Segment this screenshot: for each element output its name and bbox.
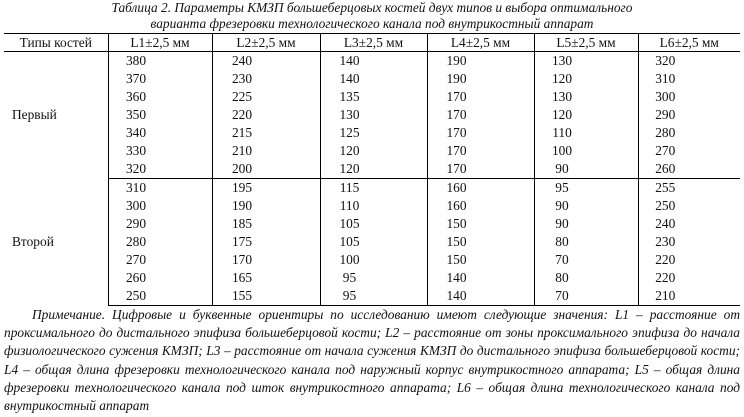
value-cell-l1: 290 bbox=[108, 215, 212, 233]
value-cell-l6: 250 bbox=[638, 197, 740, 215]
value-cell-l2: 215 bbox=[212, 124, 320, 142]
value-cell-l2: 195 bbox=[212, 179, 320, 198]
value-cell-l2: 185 bbox=[212, 215, 320, 233]
value-cell-l5: 90 bbox=[534, 197, 638, 215]
value-cell-l3: 100 bbox=[320, 251, 427, 269]
value-cell-l3: 105 bbox=[320, 215, 427, 233]
value-cell-l2: 190 bbox=[212, 197, 320, 215]
caption-line-2: варианта фрезеровки технологического канала под внутрикостный аппарат bbox=[150, 16, 594, 31]
header-l6: L6±2,5 мм bbox=[638, 34, 740, 52]
value-cell-l4: 160 bbox=[427, 179, 534, 198]
table-row bbox=[4, 269, 740, 287]
header-l3: L3±2,5 мм bbox=[320, 34, 427, 52]
value-cell-l1: 330 bbox=[108, 142, 212, 160]
value-cell-l3: 110 bbox=[320, 197, 427, 215]
value-cell-l4: 170 bbox=[427, 160, 534, 179]
value-cell-l2: 175 bbox=[212, 233, 320, 251]
value-cell-l2: 200 bbox=[212, 160, 320, 179]
value-cell-l4: 190 bbox=[427, 70, 534, 88]
value-cell-l3: 120 bbox=[320, 142, 427, 160]
value-cell-l3: 130 bbox=[320, 106, 427, 124]
table-row bbox=[4, 124, 740, 142]
value-cell-l4: 170 bbox=[427, 142, 534, 160]
header-l1: L1±2,5 мм bbox=[108, 34, 212, 52]
table-caption bbox=[0, 0, 744, 32]
value-cell-l6: 255 bbox=[638, 179, 740, 198]
value-cell-l3: 115 bbox=[320, 179, 427, 198]
value-cell-l3: 125 bbox=[320, 124, 427, 142]
bone-type-cell: Первый bbox=[12, 107, 57, 123]
header-l4: L4±2,5 мм bbox=[427, 34, 534, 52]
value-cell-l5: 130 bbox=[534, 88, 638, 106]
value-cell-l1: 370 bbox=[108, 70, 212, 88]
header-l2: L2±2,5 мм bbox=[212, 34, 320, 52]
value-cell-l1: 360 bbox=[108, 88, 212, 106]
value-cell-l3: 120 bbox=[320, 160, 427, 179]
value-cell-l4: 150 bbox=[427, 215, 534, 233]
table-row bbox=[4, 251, 740, 269]
value-cell-l5: 95 bbox=[534, 179, 638, 198]
value-cell-l1: 270 bbox=[108, 251, 212, 269]
value-cell-l3: 140 bbox=[320, 52, 427, 71]
value-cell-l1: 280 bbox=[108, 233, 212, 251]
table-row bbox=[4, 215, 740, 233]
value-cell-l6: 270 bbox=[638, 142, 740, 160]
value-cell-l2: 225 bbox=[212, 88, 320, 106]
value-cell-l1: 340 bbox=[108, 124, 212, 142]
value-cell-l4: 140 bbox=[427, 269, 534, 287]
value-cell-l6: 290 bbox=[638, 106, 740, 124]
value-cell-l6: 310 bbox=[638, 70, 740, 88]
value-cell-l4: 190 bbox=[427, 52, 534, 71]
value-cell-l2: 240 bbox=[212, 52, 320, 71]
value-cell-l6: 320 bbox=[638, 52, 740, 71]
value-cell-l4: 170 bbox=[427, 106, 534, 124]
value-cell-l2: 165 bbox=[212, 269, 320, 287]
value-cell-l5: 70 bbox=[534, 251, 638, 269]
value-cell-l4: 150 bbox=[427, 233, 534, 251]
value-cell-l4: 150 bbox=[427, 251, 534, 269]
bone-parameters-table bbox=[4, 33, 740, 306]
value-cell-l4: 160 bbox=[427, 197, 534, 215]
header-l5: L5±2,5 мм bbox=[534, 34, 638, 52]
value-cell-l5: 70 bbox=[534, 287, 638, 306]
value-cell-l2: 170 bbox=[212, 251, 320, 269]
value-cell-l4: 170 bbox=[427, 88, 534, 106]
value-cell-l2: 220 bbox=[212, 106, 320, 124]
value-cell-l3: 95 bbox=[320, 269, 427, 287]
value-cell-l5: 120 bbox=[534, 70, 638, 88]
caption-line-1: Таблица 2. Параметры КМЗП большеберцовых костей двух типов и выбора оптимального bbox=[111, 0, 633, 15]
value-cell-l5: 130 bbox=[534, 52, 638, 71]
value-cell-l3: 140 bbox=[320, 70, 427, 88]
value-cell-l1: 320 bbox=[108, 160, 212, 179]
value-cell-l6: 280 bbox=[638, 124, 740, 142]
note-text: Примечание. Цифровые и буквенные ориентиры по исследованию имеют следующие значения: L1 – расстояние от проксимального до дистального эпифиза большеберцовой кости; L2 – расстояние от зоны проксимального эпифиза до начала физиологического сужения КМЗП; L3 – расстояние от начала сужения КМЗП до дистального эпифиза большеберцовой кости; L4 – общая длина фрезеровки технологического канала под наружный корпус внутрикостного аппарата; L5 – общая длина фрезеровки технологического канала под шток внутрикостного аппарата; L6 – общая длина технологического канала под внутрикостный аппарат bbox=[4, 307, 740, 414]
value-cell-l5: 120 bbox=[534, 106, 638, 124]
value-cell-l3: 135 bbox=[320, 88, 427, 106]
value-cell-l3: 105 bbox=[320, 233, 427, 251]
table-row bbox=[4, 88, 740, 106]
value-cell-l6: 230 bbox=[638, 233, 740, 251]
value-cell-l6: 240 bbox=[638, 215, 740, 233]
table-row bbox=[4, 179, 740, 198]
value-cell-l5: 100 bbox=[534, 142, 638, 160]
table-row bbox=[4, 233, 740, 251]
value-cell-l6: 260 bbox=[638, 160, 740, 179]
value-cell-l2: 210 bbox=[212, 142, 320, 160]
table-row bbox=[4, 197, 740, 215]
header-bone-type: Типы костей bbox=[4, 34, 108, 52]
value-cell-l6: 300 bbox=[638, 88, 740, 106]
value-cell-l2: 230 bbox=[212, 70, 320, 88]
value-cell-l5: 80 bbox=[534, 269, 638, 287]
value-cell-l5: 80 bbox=[534, 233, 638, 251]
value-cell-l2: 155 bbox=[212, 287, 320, 306]
value-cell-l6: 220 bbox=[638, 251, 740, 269]
value-cell-l1: 310 bbox=[108, 179, 212, 198]
value-cell-l5: 90 bbox=[534, 215, 638, 233]
bone-type-cell: Второй bbox=[12, 234, 54, 249]
table-row bbox=[4, 52, 740, 71]
table-header-row bbox=[4, 34, 740, 52]
value-cell-l6: 210 bbox=[638, 287, 740, 306]
table-row bbox=[4, 106, 740, 124]
value-cell-l4: 140 bbox=[427, 287, 534, 306]
table-row bbox=[4, 142, 740, 160]
value-cell-l4: 170 bbox=[427, 124, 534, 142]
table-row bbox=[4, 70, 740, 88]
value-cell-l6: 220 bbox=[638, 269, 740, 287]
value-cell-l1: 260 bbox=[108, 269, 212, 287]
value-cell-l3: 95 bbox=[320, 287, 427, 306]
value-cell-l5: 90 bbox=[534, 160, 638, 179]
value-cell-l1: 300 bbox=[108, 197, 212, 215]
value-cell-l1: 250 bbox=[108, 287, 212, 306]
value-cell-l1: 350 bbox=[108, 106, 212, 124]
value-cell-l1: 380 bbox=[108, 52, 212, 71]
table-body bbox=[4, 52, 740, 306]
table-note bbox=[4, 306, 740, 415]
table-row bbox=[4, 287, 740, 306]
table-row bbox=[4, 160, 740, 179]
value-cell-l5: 110 bbox=[534, 124, 638, 142]
